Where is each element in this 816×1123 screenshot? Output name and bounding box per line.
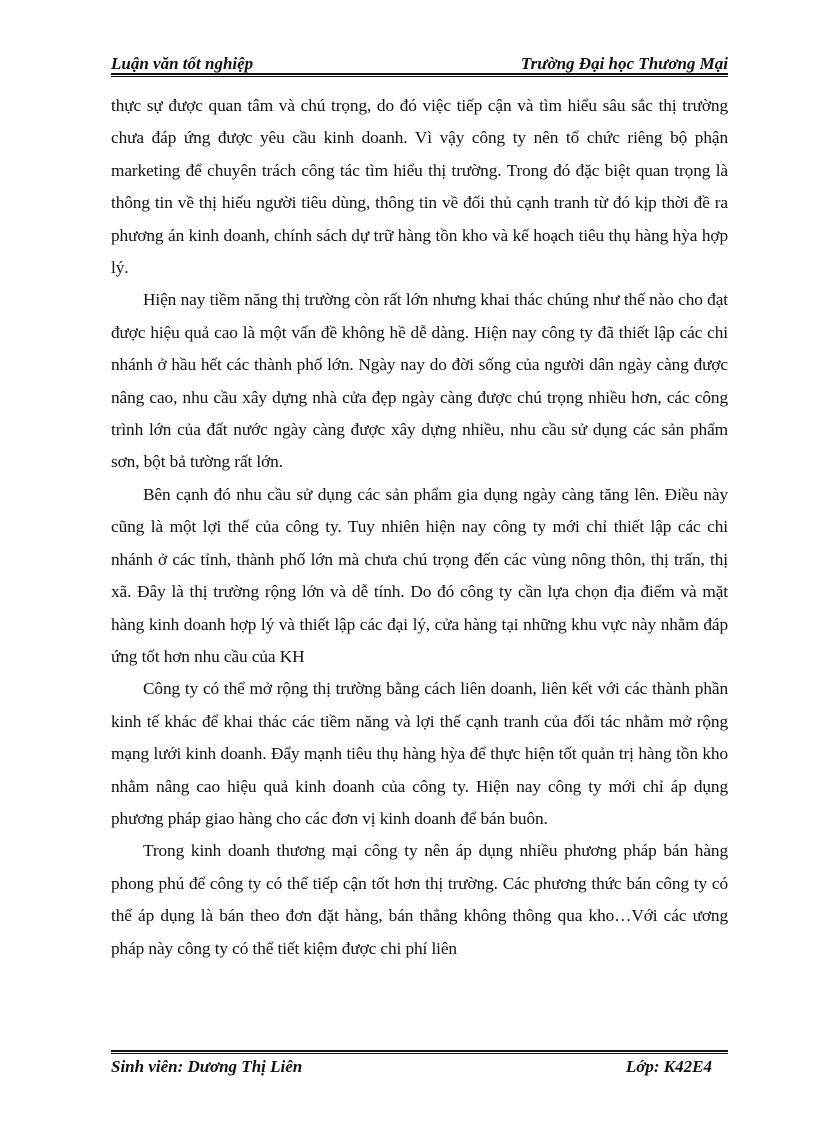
header-rule xyxy=(111,73,728,75)
header-thesis-title: Luận văn tốt nghiệp xyxy=(111,54,254,73)
page-header xyxy=(111,48,728,74)
paragraph-5: Trong kinh doanh thương mại công ty nên áp dụng nhiều phương pháp bán hàng phong phú để công ty có thể tiếp cận tốt hơn thị trường. Các phương thức bán công ty có thể áp dụng là bán theo đơn đặt hàng, bán thẳng không thông qua kho…Với các ương pháp này công ty có thể tiết kiệm được chi phí liên xyxy=(111,841,728,958)
footer-class: Lớp: K42E4 xyxy=(625,1057,712,1076)
body-text xyxy=(111,90,728,965)
paragraph-1: thực sự được quan tâm và chú trọng, do đó việc tiếp cận và tìm hiểu sâu sắc thị trường chưa đáp ứng được yêu cầu kinh doanh. Vì vậy công ty nên tổ chức riêng bộ phận marketing để chuyên trách công tác tìm hiểu thị trường. Trong đó đặc biệt quan trọng là thông tin về thị hiếu người tiêu dùng, thông tin về đối thủ cạnh tranh từ đó kịp thời đề ra phương án kinh doanh, chính sách dự trữ hàng tồn kho và kế hoạch tiêu thụ hàng hỳa hợp lý. xyxy=(111,96,728,278)
header-university: Trường Đại học Thương Mại xyxy=(520,54,728,73)
header-rule-thin xyxy=(111,76,728,77)
footer-student: Sinh viên: Dương Thị Liên xyxy=(111,1057,303,1076)
paragraph-2: Hiện nay tiềm năng thị trường còn rất lớn nhưng khai thác chúng như thế nào cho đạt được hiệu quả cao là một vấn đề không hề dễ dàng. Hiện nay công ty đã thiết lập các chi nhánh ở hầu hết các thành phố lớn. Ngày nay do đời sống của người dân ngày càng được nâng cao, nhu cầu xây dựng nhà cửa đẹp ngày càng được chú trọng nhiều hơn, các công trình lớn của đất nước ngày càng được xây dựng nhiều, nhu cầu sử dụng các sản phẩm sơn, bột bả tường rất lớn. xyxy=(111,290,728,472)
footer-rule-thin xyxy=(111,1053,728,1054)
page-footer xyxy=(111,1055,728,1079)
footer-rule xyxy=(111,1050,728,1052)
paragraph-3: Bên cạnh đó nhu cầu sử dụng các sản phẩm gia dụng ngày càng tăng lên. Điều này cũng là một lợi thế của công ty. Tuy nhiên hiện nay công ty mới chỉ thiết lập các chi nhánh ở các tỉnh, thành phố lớn mà chưa chú trọng đến các vùng nông thôn, thị trấn, thị xã. Đây là thị trường rộng lớn và dễ tính. Do đó công ty cần lựa chọn địa điểm và mặt hàng kinh doanh hợp lý và thiết lập các đại lý, cửa hàng tại những khu vực này nhằm đáp ứng tốt hơn nhu cầu của KH xyxy=(111,484,728,666)
paragraph-4: Công ty có thể mở rộng thị trường bằng cách liên doanh, liên kết với các thành phần kinh tế khác để khai thác các tiềm năng và lợi thế cạnh tranh của đối tác nhằm mở rộng mạng lưới kinh doanh. Đẩy mạnh tiêu thụ hàng hỳa để thực hiện tốt quản trị hàng tồn kho nhằm nâng cao hiệu quả kinh doanh của công ty. Hiện nay công ty mới chỉ áp dụng phương pháp giao hàng cho các đơn vị kinh doanh để bán buôn. xyxy=(111,679,728,828)
